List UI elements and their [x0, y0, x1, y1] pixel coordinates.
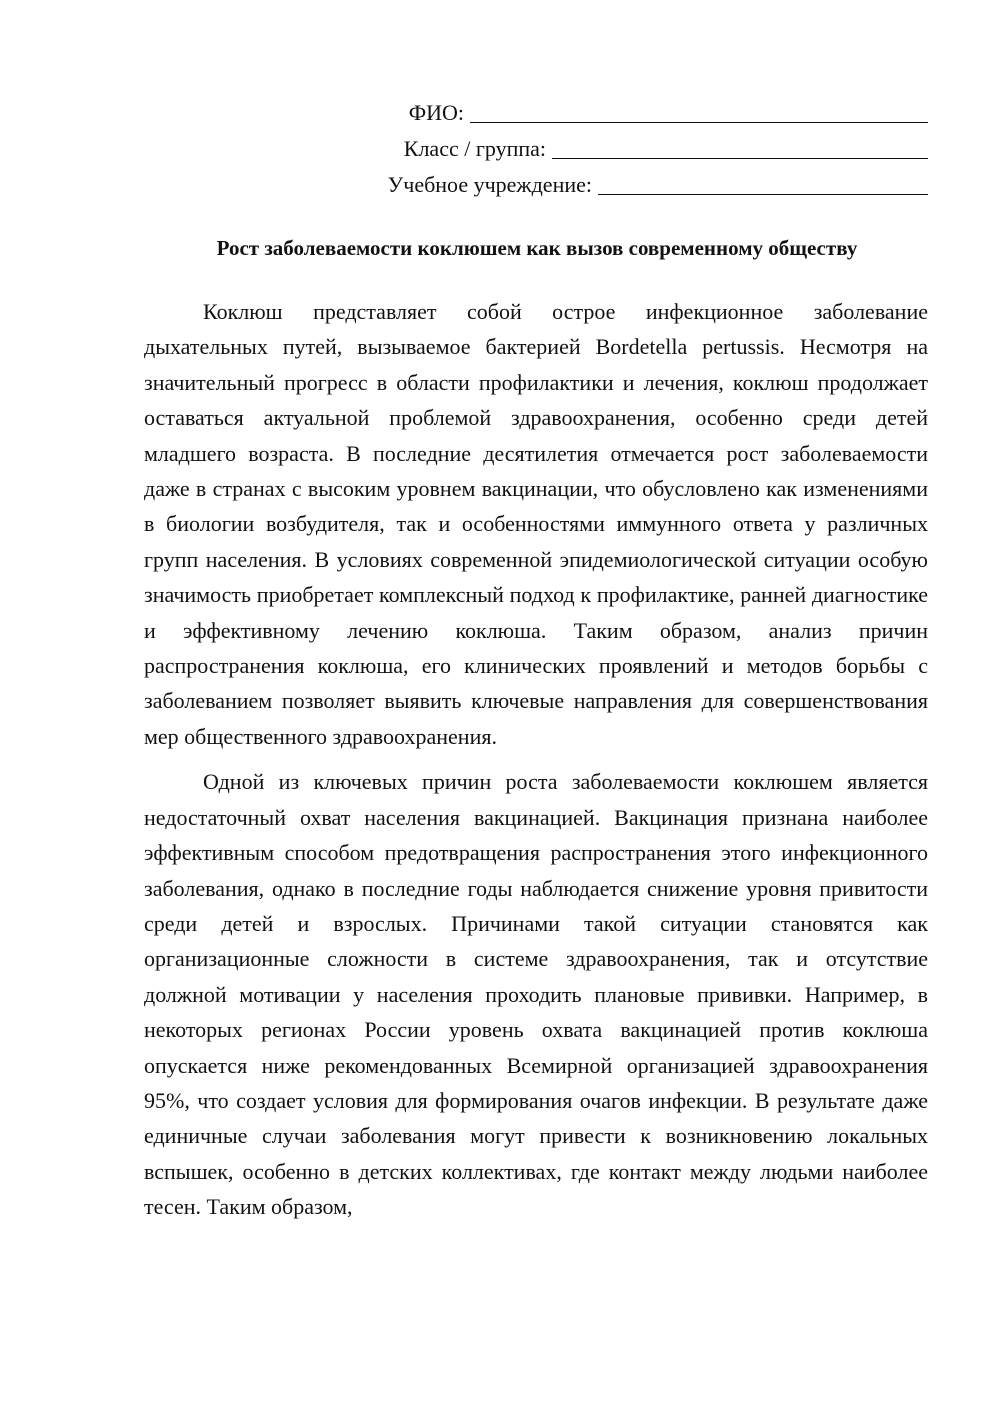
paragraph-intro: Коклюш представляет собой острое инфекционное заболевание дыхательных путей, вызываемое бактерией Bordetella pertussis. Несмотря на значительный прогресс в области профилактики и лечения, коклюш продолжает оставаться актуальной проблемой здравоохранения, особенно среди детей младшего возраста. В последние десятилетия отмечается рост заболеваемости даже в странах с высоким уровнем вакцинации, что обусловлено как изменениями в биологии возбудителя, так и особенностями иммунного ответа у различных групп населения. В условиях современной эпидемиологической ситуации особую значимость приобретает комплексный подход к профилактике, ранней диагностике и эффективному лечению коклюша. Таким образом, анализ причин распространения коклюша, его клинических проявлений и методов борьбы с заболеванием позволяет выявить ключевые направления для совершенствования мер общественного здравоохранения. — [144, 299, 928, 749]
class-blank-line[interactable] — [552, 136, 928, 159]
document-body — [144, 294, 928, 1235]
class-field — [0, 128, 928, 164]
fio-label: ФИО: — [408, 100, 464, 125]
document-title: Рост заболеваемости коклюшем как вызов современному обществу — [216, 236, 858, 260]
fio-blank-line[interactable] — [470, 100, 928, 123]
institution-field — [0, 164, 928, 200]
student-info-header — [0, 92, 928, 200]
institution-blank-line[interactable] — [598, 172, 928, 195]
fio-field — [0, 92, 928, 128]
paragraph-vaccination: Одной из ключевых причин роста заболеваемости коклюшем является недостаточный охват населения вакцинацией. Вакцинация признана наиболее эффективным способом предотвращения распространения этого инфекционного заболевания, однако в последние годы наблюдается снижение уровня привитости среди детей и взрослых. Причинами такой ситуации становятся как организационные сложности в системе здравоохранения, так и отсутствие должной мотивации у населения проходить плановые прививки. Например, в некоторых регионах России уровень охвата вакцинацией против коклюша опускается ниже рекомендованных Всемирной организацией здравоохранения 95%, что создает условия для формирования очагов инфекции. В результате даже единичные случаи заболевания могут привести к возникновению локальных вспышек, особенно в детских коллективах, где контакт между людьми наиболее тесен. Таким образом, — [144, 769, 928, 1220]
class-label: Класс / группа: — [403, 136, 546, 161]
institution-label: Учебное учреждение: — [387, 172, 592, 197]
